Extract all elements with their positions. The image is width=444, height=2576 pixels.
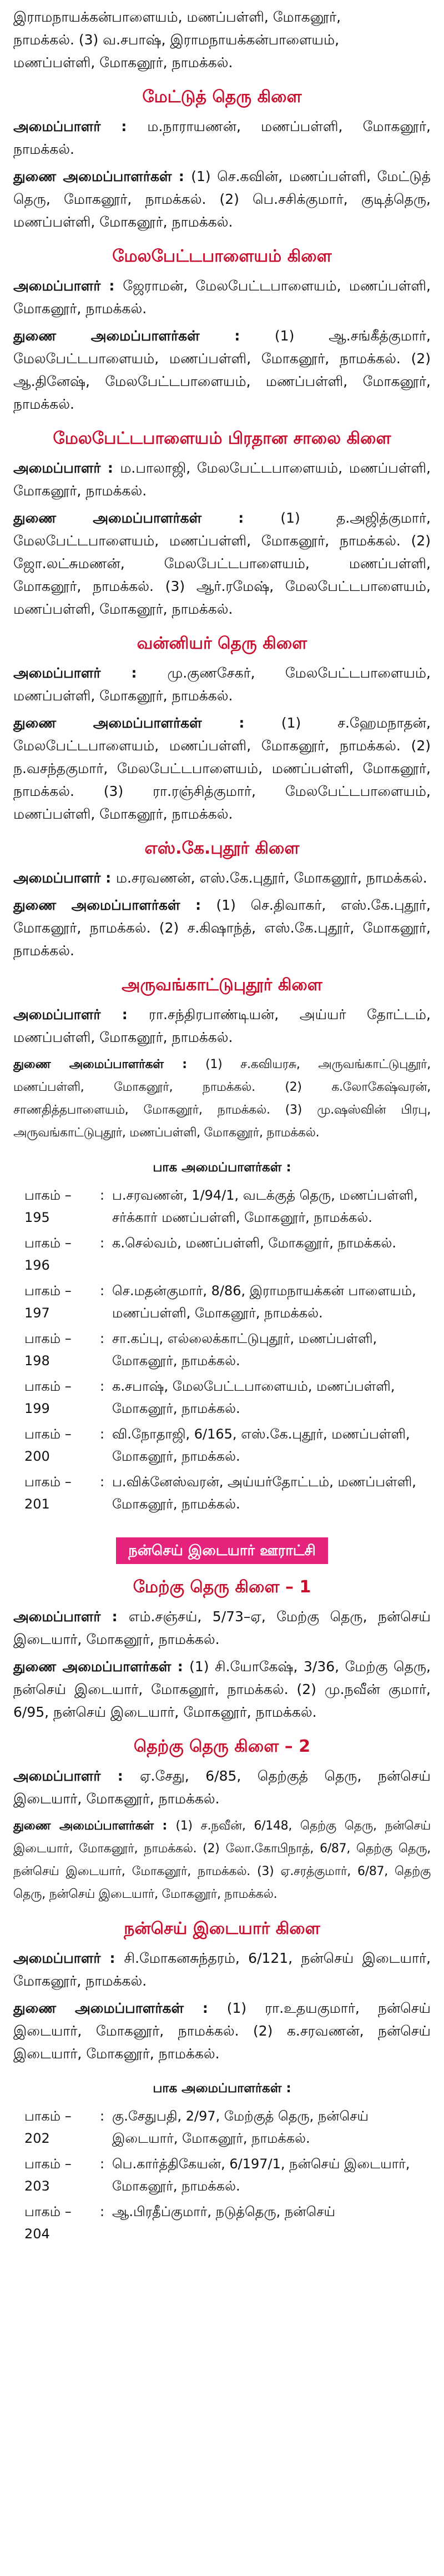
secretary-paragraph: அமைப்பாளர் : ஏ.சேது, 6/85, தெற்குத் தெரு, நன்செய் இடையார், மோகனூர், நாமக்கல். <box>13 1768 431 1807</box>
booth-number: பாகம் – 203 <box>24 2156 72 2194</box>
secretary-text: சி.மோகனசுந்தரம், 6/121, நன்செய் இடையார், மோகனூர், நாமக்கல். <box>13 1950 431 1989</box>
deputy-label: துணை அமைப்பாளர்கள் <box>13 1058 164 1071</box>
secretary-label: அமைப்பாளர் <box>13 1608 101 1625</box>
booth-separator: : <box>100 1379 105 1394</box>
booth-separator: : <box>100 1235 105 1251</box>
booth-name: செ.மதன்குமார், 8/86, இராமநாயக்கன் பாளையம், மணப்பள்ளி, மோகனூர், நாமக்கல். <box>112 1283 416 1321</box>
booth-number: பாகம் – 195 <box>24 1187 72 1225</box>
deputy-label: துணை அமைப்பாளர்கள் <box>13 2000 184 2016</box>
deputy-text: (1) ரா.உதயகுமார், நன்செய் இடையார், மோகனூர், நாமக்கல். (2) க.சரவணன், நன்செய் இடையார், மோகனூர், நாமக்கல். <box>13 2000 431 2062</box>
deputy-text: (1) ச.கவியரசு, அருவங்காட்டுபுதூர், மணப்பள்ளி, மோகனூர், நாமக்கல். (2) க.லோகேஷ்வரன், சாணதித்தபாளையம், மோகனூர், நாமக்கல். (3) மு.ஷஸ்வின் பிரபு, அருவங்காட்டுபுதூர், மணப்பள்ளி, மோகனூர், நாமக்கல். <box>13 1058 431 1140</box>
booth-number: பாகம் – 200 <box>24 1426 72 1464</box>
booth-number: பாகம் – 198 <box>24 1331 72 1369</box>
booth-separator: : <box>100 1474 105 1490</box>
branch-section <box>13 244 431 415</box>
booth-name: ப.சரவணன், 1/94/1, வடக்குத் தெரு, மணப்பள்ளி, சர்க்கார் மணப்பள்ளி, மோகனூர், நாமக்கல். <box>112 1187 418 1225</box>
secretary-label: அமைப்பாளர் <box>13 460 101 476</box>
booth-row <box>13 1375 431 1420</box>
booth-row <box>13 1280 431 1324</box>
secretary-text: ரா.சந்திரபாண்டியன், அய்யர் தோட்டம், மணப்பள்ளி, மோகனூர், நாமக்கல். <box>13 1006 431 1045</box>
booth-separator: : <box>100 1331 105 1346</box>
booth-number: பாகம் – 197 <box>24 1283 72 1321</box>
deputy-paragraph: துணை அமைப்பாளர்கள் : (1) செ.கவின், மணப்பள்ளி, மேட்டுத் தெரு, மோகனூர், நாமக்கல். (2) பெ.சசிக்குமார், குடித்தெரு, மணப்பள்ளி, மோகனூர், நாமக்கல். <box>13 168 431 230</box>
secretary-text: ம.நாராயணன், மணப்பள்ளி, மோகனூர், நாமக்கல். <box>13 118 431 157</box>
booth-row <box>13 1423 431 1467</box>
secretary-text: ஜேராமன், மேலபேட்டபாளையம், மணப்பள்ளி, மோகனூர், நாமக்கல். <box>13 278 431 317</box>
booth-separator: : <box>100 1187 105 1203</box>
booth-separator: : <box>100 2204 105 2219</box>
deputy-label: துணை அமைப்பாளர்கள் <box>13 1658 171 1675</box>
secretary-label: அமைப்பாளர் <box>13 870 101 886</box>
secretary-label: அமைப்பாளர் <box>13 1950 101 1966</box>
branch-section <box>13 427 431 620</box>
branch-section <box>13 1917 431 2065</box>
deputy-paragraph: துணை அமைப்பாளர்கள் : (1) செ.திவாகர், எஸ்.கே.புதூர், மோகனூர், நாமக்கல். (2) ச.கிஷாந்த், எஸ்.கே.புதூர், மோகனூர், நாமக்கல். <box>13 897 431 959</box>
branch-title: எஸ்.கே.புதூர் கிளை <box>144 839 300 858</box>
booth-row <box>13 1232 431 1276</box>
deputy-text: (1) த.அஜித்குமார், மேலபேட்டபாளையம், மணப்பள்ளி, மோகனூர், நாமக்கல். (2) ஜோ.லட்சுமணன், மேலபேட்டபாளையம், மணப்பள்ளி, மோகனூர், நாமக்கல். (3) ஆர்.ரமேஷ், மேலபேட்டபாளையம், மணப்பள்ளி, மோகனூர், நாமக்கல். <box>13 510 431 617</box>
deputy-paragraph: துணை அமைப்பாளர்கள் : (1) த.அஜித்குமார், மேலபேட்டபாளையம், மணப்பள்ளி, மோகனூர், நாமக்கல். (2) ஜோ.லட்சுமணன், மேலபேட்டபாளையம், மணப்பள்ளி, மோகனூர், நாமக்கல். (3) ஆர்.ரமேஷ், மேலபேட்டபாளையம், மணப்பள்ளி, மோகனூர், நாமக்கல். <box>13 510 431 617</box>
booth-name: வி.நோதாஜி, 6/165, எஸ்.கே.புதூர், மணப்பள்ளி, மோகனூர், நாமக்கல். <box>112 1426 410 1464</box>
deputy-paragraph: துணை அமைப்பாளர்கள் : (1) ச.கவியரசு, அருவங்காட்டுபுதூர், மணப்பள்ளி, மோகனூர், நாமக்கல். (2) க.லோகேஷ்வரன், சாணதித்தபாளையம், மோகனூர், நாமக்கல். (3) மு.ஷஸ்வின் பிரபு, அருவங்காட்டுபுதூர், மணப்பள்ளி, மோகனூர், நாமக்கல். <box>13 1058 431 1140</box>
secretary-paragraph: அமைப்பாளர் : ம.சரவணன், எஸ்.கே.புதூர், மோகனூர், நாமக்கல். <box>13 870 427 886</box>
deputy-paragraph: துணை அமைப்பாளர்கள் : (1) ரா.உதயகுமார், நன்செய் இடையார், மோகனூர், நாமக்கல். (2) க.சரவணன், நன்செய் இடையார், மோகனூர், நாமக்கல். <box>13 2000 431 2062</box>
branch-title: வன்னியர் தெரு கிளை <box>137 634 307 653</box>
deputy-paragraph: துணை அமைப்பாளர்கள் : (1) ச.ஹேமநாதன், மேலபேட்டபாளையம், மணப்பள்ளி, மோகனூர், நாமக்கல். (2) ந.வசந்தகுமார், மேலபேட்டபாளையம், மணப்பள்ளி, மோகனூர், நாமக்கல். (3) ரா.ரஞ்சித்குமார், மேலபேட்டபாளையம், மணப்பள்ளி, மோகனூர், நாமக்கல். <box>13 715 431 822</box>
booth-secretaries-list <box>13 2077 431 2245</box>
booth-name: ஆ.பிரதீப்குமார், நடுத்தெரு, நன்செய் <box>112 2204 336 2219</box>
secretary-text: ம.பாலாஜி, மேலபேட்டபாளையம், மணப்பள்ளி, மோகனூர், நாமக்கல். <box>13 460 431 499</box>
branch-title: மேற்கு தெரு கிளை – 1 <box>133 1577 311 1597</box>
secretary-label: அமைப்பாளர் <box>13 1768 101 1784</box>
secretary-paragraph: அமைப்பாளர் : ரா.சந்திரபாண்டியன், அய்யர் தோட்டம், மணப்பள்ளி, மோகனூர், நாமக்கல். <box>13 1006 431 1045</box>
intro-line: நாமக்கல். (3) வ.சபாஷ், இராமநாயக்கன்பாளையம், <box>13 32 340 48</box>
deputy-label: துணை அமைப்பாளர்கள் <box>13 897 180 913</box>
booth-number: பாகம் – 199 <box>24 1379 72 1416</box>
booth-separator: : <box>100 2156 105 2172</box>
booth-name: க.செல்வம், மணப்பள்ளி, மோகனூர், நாமக்கல். <box>112 1235 397 1251</box>
booth-list-heading: பாக அமைப்பாளர்கள் : <box>153 2081 291 2096</box>
deputy-text: (1) சி.யோகேஷ், 3/36, மேற்கு தெரு, நன்செய் இடையார், மோகனூர், நாமக்கல். (2) மு.நவீன் குமார், 6/95, நன்செய் இடையார், மோகனூர், நாமக்கல். <box>13 1658 431 1720</box>
secretary-paragraph: அமைப்பாளர் : ம.நாராயணன், மணப்பள்ளி, மோகனூர், நாமக்கல். <box>13 118 431 157</box>
deputy-label: துணை அமைப்பாளர்கள் <box>13 168 172 184</box>
deputy-text: (1) செ.திவாகர், எஸ்.கே.புதூர், மோகனூர், நாமக்கல். (2) ச.கிஷாந்த், எஸ்.கே.புதூர், மோகனூர், நாமக்கல். <box>13 897 431 959</box>
booth-row <box>13 2105 431 2149</box>
deputy-text: (1) ச.நவீன், 6/148, தெற்கு தெரு, நன்செய் இடையார், மோகனூர், நாமக்கல். (2) லோ.கோபிநாத், 6/87, தெற்கு தெரு, நன்செய் இடையார், மோகனூர், நாமக்கல். (3) ஏ.சரத்குமார், 6/87, தெற்கு தெரு, நன்செய் இடையார், மோகனூர், நாமக்கல். <box>13 1819 431 1901</box>
booth-row <box>13 1471 431 1515</box>
branch-title: மேலபேட்டபாளையம் பிரதான சாலை கிளை <box>53 429 391 448</box>
booth-name: க.சபாஷ், மேலபேட்டபாளையம், மணப்பள்ளி, மோகனூர், நாமக்கல். <box>112 1379 395 1416</box>
branch-section <box>13 973 431 1144</box>
secretary-label: அமைப்பாளர் <box>13 118 101 134</box>
deputy-label: துணை அமைப்பாளர்கள் <box>13 328 200 344</box>
booth-number: பாகம் – 204 <box>24 2204 72 2242</box>
branch-section <box>13 85 431 233</box>
deputy-text: (1) ச.ஹேமநாதன், மேலபேட்டபாளையம், மணப்பள்ளி, மோகனூர், நாமக்கல். (2) ந.வசந்தகுமார், மேலபேட்டபாளையம், மணப்பள்ளி, மோகனூர், நாமக்கல். (3) ரா.ரஞ்சித்குமார், மேலபேட்டபாளையம், மணப்பள்ளி, மோகனூர், நாமக்கல். <box>13 715 431 822</box>
booth-separator: : <box>100 1426 105 1442</box>
deputy-label: துணை அமைப்பாளர்கள் <box>13 715 202 731</box>
booth-row <box>13 1327 431 1372</box>
deputy-label: துணை அமைப்பாளர்கள் <box>13 510 202 526</box>
deputy-text: (1) ஆ.சங்கீத்குமார், மேலபேட்டபாளையம், மணப்பள்ளி, மோகனூர், நாமக்கல். (2) ஆ.தினேஷ், மேலபேட்டபாளையம், மணப்பள்ளி, மோகனூர், நாமக்கல். <box>13 328 431 412</box>
secretary-paragraph: அமைப்பாளர் : ஜேராமன், மேலபேட்டபாளையம், மணப்பள்ளி, மோகனூர், நாமக்கல். <box>13 278 431 317</box>
branch-section <box>13 1735 431 1906</box>
intro-line: இராமநாயக்கன்பாளையம், மணப்பள்ளி, மோகனூர், <box>13 9 341 25</box>
branch-title: மேட்டுத் தெரு கிளை <box>142 87 302 107</box>
secretary-paragraph: அமைப்பாளர் : ம.பாலாஜி, மேலபேட்டபாளையம், மணப்பள்ளி, மோகனூர், நாமக்கல். <box>13 460 431 499</box>
booth-secretaries-list <box>13 1156 431 1515</box>
branch-section <box>13 1575 431 1723</box>
secretary-text: மு.குணசேகர், மேலபேட்டபாளையம், மணப்பள்ளி, மோகனூர், நாமக்கல். <box>13 665 431 704</box>
panchayat-banner-wrap <box>13 1537 431 1564</box>
booth-row <box>13 2153 431 2197</box>
branch-title: நன்செய் இடையார் கிளை <box>124 1919 320 1938</box>
secretary-label: அமைப்பாளர் <box>13 278 101 294</box>
secretary-text: ம.சரவணன், எஸ்.கே.புதூர், மோகனூர், நாமக்கல். <box>115 870 427 886</box>
secretary-label: அமைப்பாளர் <box>13 665 101 681</box>
booth-name: சா.கப்பு, எல்லைக்காட்டுபுதூர், மணப்பள்ளி, மோகனூர், நாமக்கல். <box>112 1331 377 1369</box>
booth-number: பாகம் – 201 <box>24 1474 72 1512</box>
secretary-paragraph: அமைப்பாளர் : எம்.சஞ்சய், 5/73–ஏ, மேற்கு தெரு, நன்செய் இடையார், மோகனூர், நாமக்கல். <box>13 1608 431 1647</box>
deputy-paragraph: துணை அமைப்பாளர்கள் : (1) ஆ.சங்கீத்குமார், மேலபேட்டபாளையம், மணப்பள்ளி, மோகனூர், நாமக்கல். (2) ஆ.தினேஷ், மேலபேட்டபாளையம், மணப்பள்ளி, மோகனூர், நாமக்கல். <box>13 328 431 412</box>
booth-number: பாகம் – 196 <box>24 1235 72 1273</box>
secretary-label: அமைப்பாளர் <box>13 1006 101 1023</box>
secretary-text: எம்.சஞ்சய், 5/73–ஏ, மேற்கு தெரு, நன்செய் இடையார், மோகனூர், நாமக்கல். <box>13 1608 431 1647</box>
secretary-paragraph: அமைப்பாளர் : சி.மோகனசுந்தரம், 6/121, நன்செய் இடையார், மோகனூர், நாமக்கல். <box>13 1950 431 1989</box>
deputy-text: (1) செ.கவின், மணப்பள்ளி, மேட்டுத் தெரு, மோகனூர், நாமக்கல். (2) பெ.சசிக்குமார், குடித்தெரு, மணப்பள்ளி, மோகனூர், நாமக்கல். <box>13 168 431 230</box>
booth-separator: : <box>100 2108 105 2124</box>
branch-title: தெற்கு தெரு கிளை – 2 <box>133 1737 311 1756</box>
booth-number: பாகம் – 202 <box>24 2108 72 2146</box>
branch-section <box>13 632 431 825</box>
booth-name: பெ.கார்த்திகேயன், 6/197/1, நன்செய் இடையார், மோகனூர், நாமக்கல். <box>112 2156 410 2194</box>
panchayat-banner: நன்செய் இடையார் ஊராட்சி <box>116 1537 328 1564</box>
branch-title: மேலபேட்டபாளையம் கிளை <box>112 247 332 266</box>
secretary-paragraph: அமைப்பாளர் : மு.குணசேகர், மேலபேட்டபாளையம், மணப்பள்ளி, மோகனூர், நாமக்கல். <box>13 665 431 704</box>
booth-row <box>13 1184 431 1229</box>
secretary-text: ஏ.சேது, 6/85, தெற்குத் தெரு, நன்செய் இடையார், மோகனூர், நாமக்கல். <box>13 1768 431 1807</box>
branch-section <box>13 836 431 962</box>
deputy-label: துணை அமைப்பாளர்கள் <box>13 1819 154 1833</box>
booth-separator: : <box>100 1283 105 1299</box>
booth-list-heading: பாக அமைப்பாளர்கள் : <box>153 1160 291 1175</box>
intro-line: மணப்பள்ளி, மோகனூர், நாமக்கல். <box>13 54 233 71</box>
deputy-paragraph: துணை அமைப்பாளர்கள் : (1) சி.யோகேஷ், 3/36, மேற்கு தெரு, நன்செய் இடையார், மோகனூர், நாமக்கல். (2) மு.நவீன் குமார், 6/95, நன்செய் இடையார், மோகனூர், நாமக்கல். <box>13 1658 431 1720</box>
booth-name: ப.விக்னேஸ்வரன், அய்யர்தோட்டம், மணப்பள்ளி, மோகனூர், நாமக்கல். <box>112 1474 416 1512</box>
booth-name: கு.சேதுபதி, 2/97, மேற்குத் தெரு, நன்செய் இடையார், மோகனூர், நாமக்கல். <box>112 2108 369 2146</box>
deputy-paragraph: துணை அமைப்பாளர்கள் : (1) ச.நவீன், 6/148, தெற்கு தெரு, நன்செய் இடையார், மோகனூர், நாமக்கல். (2) லோ.கோபிநாத், 6/87, தெற்கு தெரு, நன்செய் இடையார், மோகனூர், நாமக்கல். (3) ஏ.சரத்குமார், 6/87, தெற்கு தெரு, நன்செய் இடையார், மோகனூர், நாமக்கல். <box>13 1819 431 1901</box>
branch-title: அருவங்காட்டுபுதூர் கிளை <box>122 975 322 995</box>
booth-row <box>13 2201 431 2245</box>
intro-paragraph <box>13 6 431 74</box>
